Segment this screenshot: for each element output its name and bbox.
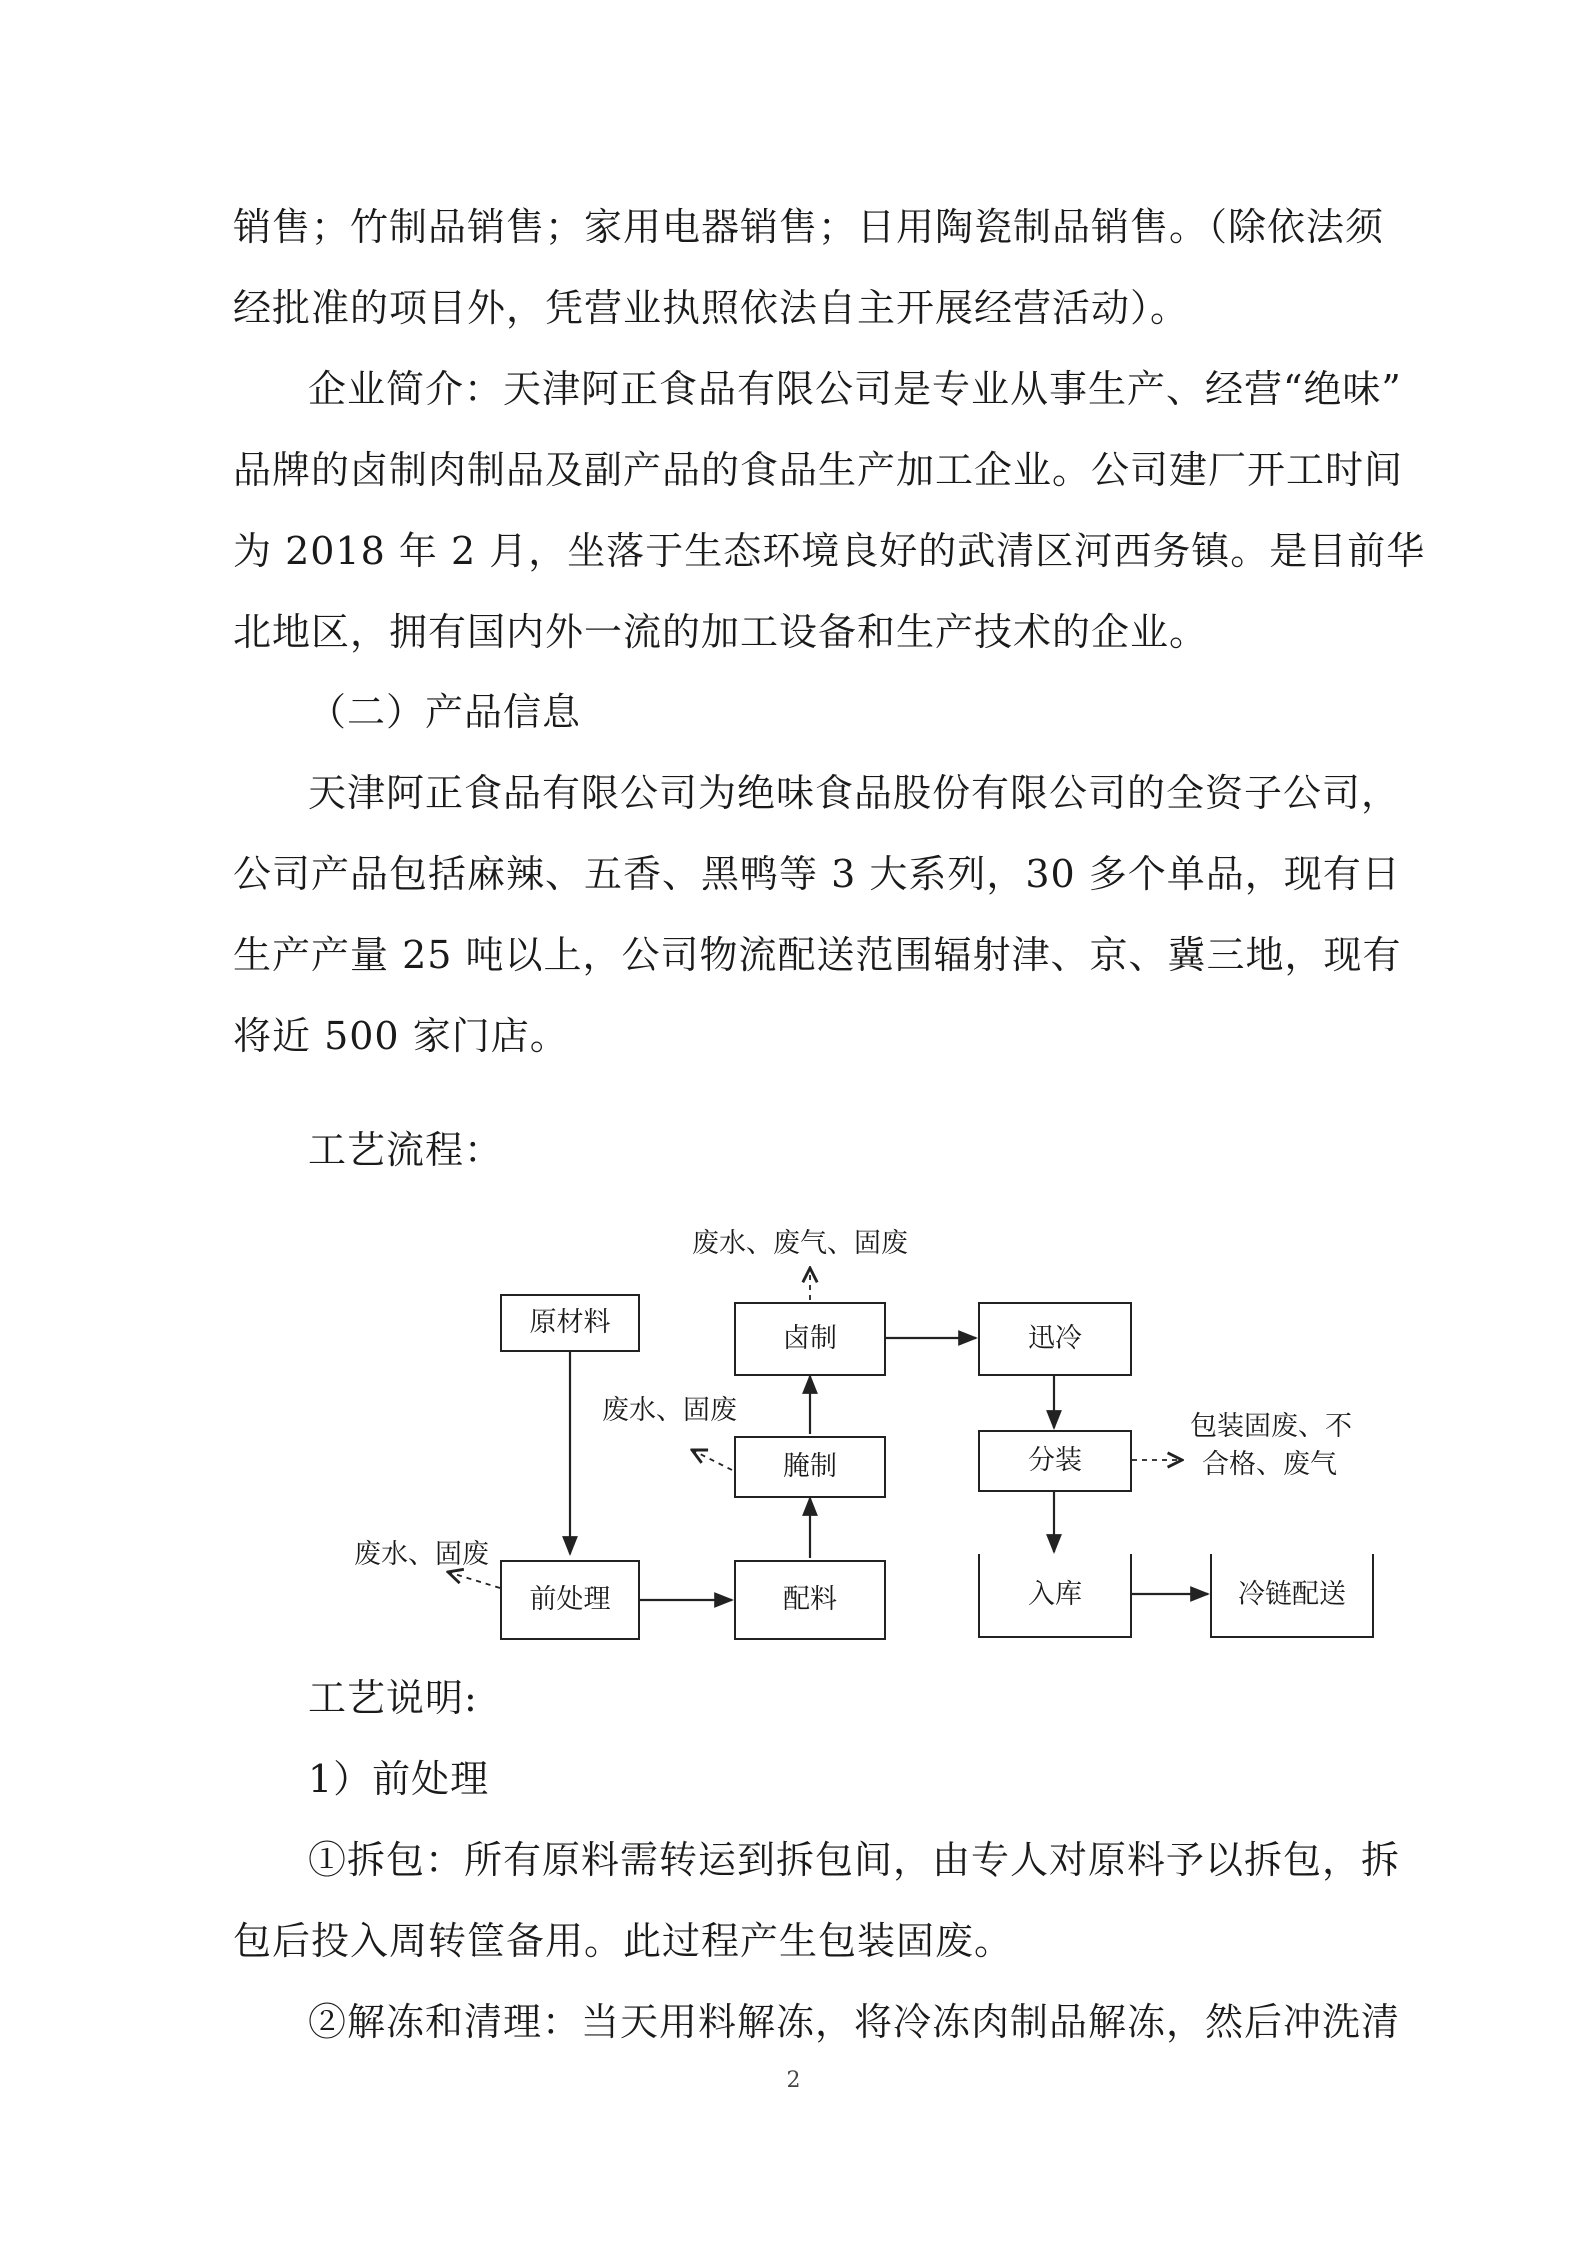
- process-flow-heading: 工艺流程：: [308, 1128, 504, 1172]
- body-line-1: 销售；竹制品销售；家用电器销售；日用陶瓷制品销售。（除依法须: [233, 205, 1385, 249]
- step-heading-pretreatment: 1）前处理: [308, 1757, 490, 1801]
- product-info-line-4: 将近 500 家门店。: [233, 1014, 569, 1058]
- product-info-line-3: 生产产量 25 吨以上，公司物流配送范围辐射津、京、冀三地，现有: [233, 933, 1402, 977]
- company-intro-line-3: 为 2018 年 2 月，坐落于生态环境良好的武清区河西务镇。是目前华: [233, 529, 1426, 573]
- emission-arrow-pretreatment: [448, 1572, 500, 1588]
- emission-label-packaging-2: 合格、废气: [1202, 1449, 1337, 1480]
- product-info-line-2: 公司产品包括麻辣、五香、黑鸭等 3 大系列，30 多个单品，现有日: [233, 852, 1401, 896]
- emission-label-pickling: 废水、固废: [602, 1395, 737, 1426]
- company-intro-line-4: 北地区，拥有国内外一流的加工设备和生产技术的企业。: [233, 610, 1209, 654]
- company-intro-line-1: 企业简介：天津阿正食品有限公司是专业从事生产、经营“绝味”: [308, 367, 1402, 411]
- company-intro-line-2: 品牌的卤制肉制品及副产品的食品生产加工企业。公司建厂开工时间: [233, 448, 1404, 492]
- emission-label-marinating: 废水、废气、固废: [692, 1228, 908, 1259]
- process-description-heading: 工艺说明:: [308, 1676, 478, 1720]
- flow-box-quick-cooling: 迅冷: [978, 1302, 1132, 1376]
- flow-box-pickling: 腌制: [734, 1436, 886, 1498]
- emission-label-packaging-1: 包装固废、不: [1190, 1411, 1352, 1442]
- page-number: 2: [786, 2068, 801, 2093]
- step-unpacking-line-2: 包后投入周转筐备用。此过程产生包装固废。: [233, 1919, 1014, 1963]
- emission-label-pretreatment: 废水、固废: [354, 1539, 489, 1570]
- step-thawing-line-1: ②解冻和清理：当天用料解冻，将冷冻肉制品解冻，然后冲洗清: [308, 2000, 1401, 2044]
- flow-box-pretreatment: 前处理: [500, 1560, 640, 1640]
- flow-box-marinating: 卤制: [734, 1302, 886, 1376]
- step-unpacking-line-1: ①拆包：所有原料需转运到拆包间，由专人对原料予以拆包，拆: [308, 1838, 1401, 1882]
- flow-box-batching: 配料: [734, 1560, 886, 1640]
- emission-arrow-pickling: [692, 1450, 732, 1470]
- flow-box-warehousing: 入库: [978, 1554, 1132, 1638]
- product-info-line-1: 天津阿正食品有限公司为绝味食品股份有限公司的全资子公司，: [308, 771, 1401, 815]
- flow-box-packaging: 分装: [978, 1430, 1132, 1492]
- process-flowchart: [330, 1210, 1390, 1650]
- body-line-2: 经批准的项目外，凭营业执照依法自主开展经营活动）。: [233, 286, 1190, 330]
- section-heading-product-info: （二）产品信息: [308, 690, 582, 734]
- flow-box-raw-material: 原材料: [500, 1294, 640, 1352]
- flow-box-cold-chain: 冷链配送: [1210, 1554, 1374, 1638]
